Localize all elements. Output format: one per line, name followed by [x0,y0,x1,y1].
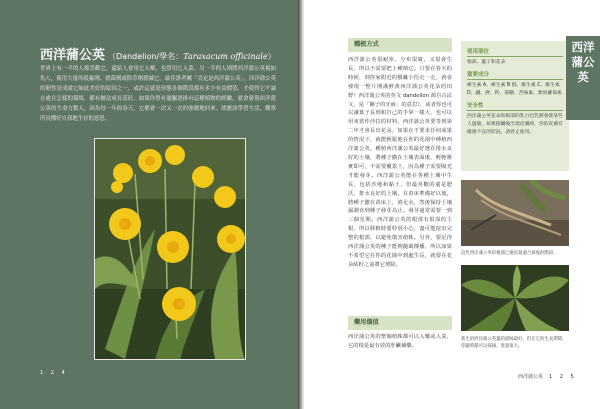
side-text-components: 維生素 A、維生素 B 群、維生素 C、維生素 D、鐵、鉀、鈣、菊糖、苦味素、類胡蘿蔔素 [467,83,562,96]
title-main: 西洋蒲公英 [40,48,106,63]
caption-roots: 這些西洋蒲公英的根部已處於最適合採收的階段。 [461,251,558,256]
section-body-medicinal: 西洋蒲公英的整個植株都可以入藥或入菜，它的根是最有效的肝臟補藥。 [348,334,452,349]
dandelion-photo-image [95,139,246,360]
page-number-left: 1 2 4 [40,370,68,376]
side-head-components: 重要成分 [467,70,563,80]
section-body-cultivation: 西洋蒲公英很耐寒，分布很廣，又很會生長，所以不需要把土種植它。只要在春天的時候，到你家附近的樹籬小徑走一走，就會發現一整片開滿鮮黃西洋蒲公英花朵的田野！西洋蒲公英的英文 dandelion 源自古法文，是「獅子的牙齒」的意思），或者你也可以讓葉子長到和自己的手掌一樣大，也可以用來當作沙拉的材料。西洋蒲公英要等到第二年才會長出花朵，如果在不要求任何成果的情況下，就能輕鬆地在你的花園中種植西洋蒲公英。種植西洋蒲公英最好選在排水良好的土壤，將種子撒在土壤表面後，輕輕壓實即可，不需要覆蓋土，因為種子需要陽光才能發芽。西洋蒲公英能在各種土壤中生長，包括沙地和黏土，但最喜歡的還是肥沃、排水良好的土壤。在苗床準備好以後，將種子撒在苗床上，澆足水，然後保持土壤濕潤直到種子發芽為止。發芽通常需要一到三個星期。西洋蒲公英的根部有很深的主根，所以移植時要特別小心，盡可能挖出完整的根部，以避免傷害植株。另外，要記得西洋蒲公英的種子能夠隨風傳播，所以如果不希望它在你的花園中到處生長，就要在花朵結籽之前將它剪除。 [348,57,452,268]
side-head-parts-used: 使用部位 [467,47,563,57]
page-number-right: 1 2 5 [549,374,577,380]
scientific-name: Taraxacum officinale [183,52,268,61]
section-header-cultivation: 種植方式 [348,38,452,52]
dandelion-photo [94,138,246,360]
right-page [304,0,600,409]
roots-photo [461,180,569,246]
info-sidebar [461,41,569,171]
footer-label: 西洋蒲公英 [518,374,544,380]
roots-photo-image [461,180,569,246]
section-header-medicinal: 藥用價值 [348,316,452,330]
page-footer [518,373,577,380]
side-title-block: 西洋蒲公英 [566,36,600,120]
intro-paragraph: 世界上有一半的人都喜歡它，還給人會用它入藥，也常用它入菜。另一半的人則將西洋蒲公英視如仇人，使用大量的殺蟲劑、殺菌劑或除草劑殺滅它。最佳證者屬「肯定是西洋蒲公英」。西洋蒲公英的韌性是成就它如此美好的原因之一，或許這就是形態各個階段都有多少有益價值，才使得它不論在處在怎樣的環境，都有辦法成長茁壯。如果你曾有過驅逐掛有這種植物的經驗，就會發現西洋蒲公英的生命力驚人，因為每一年的春天，它都會一次又一次的強韌地回來。故應該學習生活，觀察所長懂好自我地生存的意思。 [40,66,276,122]
caption-leaves: 新生的西洋蒲公英葉的滋味最好，但在它的生長期間，你隨時都可以採摘，產量很大。 [461,337,567,349]
title-paren [108,52,276,61]
title-paren-open: （Dandelion/學名： [108,52,184,61]
side-text-safety: 西洋蒲公英花朵和根部的乳白色乳膠會使某些人過敏，如果接觸後出現皮膚疹，你的皮膚有敏感不良的狀況，請停止使用。 [467,114,563,135]
title-paren-close: ） [267,52,276,61]
leaves-photo [461,265,569,331]
side-head-safety: 安全性 [467,101,563,111]
side-text-parts-used: 根部、葉子和花朵 [467,60,506,65]
leaves-photo-image [461,265,569,331]
page-title [40,44,276,63]
